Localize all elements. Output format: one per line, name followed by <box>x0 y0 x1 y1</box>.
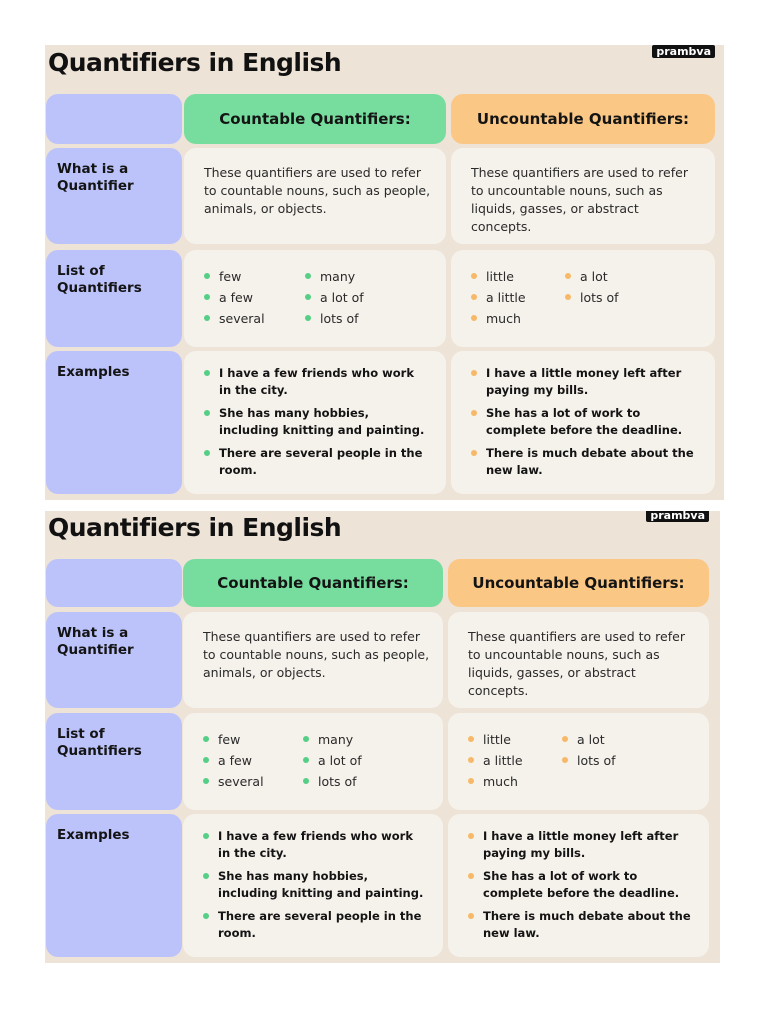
quantifiers-card <box>45 511 720 963</box>
list-item: a few <box>203 750 264 771</box>
corner-cell <box>46 559 182 607</box>
countable-list-cell <box>183 713 443 810</box>
example-item: She has a lot of work to complete before the deadline. <box>468 868 691 902</box>
list-item: a few <box>204 287 265 308</box>
row-header-what <box>46 148 182 244</box>
list-item: little <box>468 729 523 750</box>
list-item: lots of <box>562 750 616 771</box>
uncountable-examples-cell <box>448 814 709 957</box>
countable-description-cell <box>183 612 443 708</box>
countable-description-cell <box>184 148 446 244</box>
uncountable-list-cell <box>451 250 715 347</box>
row-header-list <box>46 713 182 810</box>
row-label-list: List of Quantifiers <box>57 263 142 296</box>
uncountable-description-cell <box>448 612 709 708</box>
list-item: several <box>203 771 264 792</box>
brand-logo: prambva <box>646 511 709 522</box>
brand-logo: prambva <box>652 45 715 58</box>
countable-examples <box>204 365 428 485</box>
uncountable-header-label: Uncountable Quantifiers: <box>476 110 690 128</box>
countable-description: These quantifiers are used to refer to countable nouns, such as people, animals, or objects. <box>204 165 431 216</box>
countable-examples-cell <box>183 814 443 957</box>
list-item: a lot <box>565 266 619 287</box>
list-item: a lot of <box>305 287 364 308</box>
countable-examples <box>203 828 425 948</box>
corner-cell <box>46 94 182 144</box>
uncountable-description-cell <box>451 148 715 244</box>
card-title: Quantifiers in English <box>48 513 342 542</box>
countable-list-cell <box>184 250 446 347</box>
uncountable-header-label: Uncountable Quantifiers: <box>472 574 685 592</box>
uncountable-list-col2 <box>562 729 616 771</box>
row-label-examples: Examples <box>57 827 130 843</box>
list-item: many <box>303 729 362 750</box>
countable-list-col1 <box>204 266 265 329</box>
uncountable-header <box>451 94 715 144</box>
row-label-what: What is a Quantifier <box>57 161 134 194</box>
countable-examples-cell <box>184 351 446 494</box>
list-item: a lot of <box>303 750 362 771</box>
example-item: There are several people in the room. <box>203 908 425 942</box>
countable-list-col1 <box>203 729 264 792</box>
row-header-what <box>46 612 182 708</box>
uncountable-examples <box>468 828 691 948</box>
countable-header-label: Countable Quantifiers: <box>217 574 409 592</box>
countable-header-label: Countable Quantifiers: <box>219 110 411 128</box>
example-item: She has many hobbies, including knitting and painting. <box>203 868 425 902</box>
uncountable-description: These quantifiers are used to refer to uncountable nouns, such as liquids, gasses, or abstract concepts. <box>471 165 688 234</box>
uncountable-list-col2 <box>565 266 619 308</box>
example-item: I have a few friends who work in the city. <box>204 365 428 399</box>
row-label-what: What is a Quantifier <box>57 625 134 658</box>
countable-header <box>184 94 446 144</box>
list-item: lots of <box>305 308 364 329</box>
countable-description: These quantifiers are used to refer to countable nouns, such as people, animals, or objects. <box>203 629 430 680</box>
uncountable-examples-cell <box>451 351 715 494</box>
list-item: a little <box>471 287 526 308</box>
list-item: much <box>468 771 523 792</box>
list-item: a little <box>468 750 523 771</box>
uncountable-header <box>448 559 709 607</box>
uncountable-description: These quantifiers are used to refer to uncountable nouns, such as liquids, gasses, or abstract concepts. <box>468 629 685 698</box>
uncountable-list-col1 <box>468 729 523 792</box>
example-item: I have a little money left after paying my bills. <box>471 365 697 399</box>
list-item: few <box>203 729 264 750</box>
list-item: much <box>471 308 526 329</box>
card-title: Quantifiers in English <box>48 48 342 77</box>
uncountable-list-col1 <box>471 266 526 329</box>
example-item: There is much debate about the new law. <box>468 908 691 942</box>
example-item: I have a little money left after paying my bills. <box>468 828 691 862</box>
row-header-examples <box>46 351 182 494</box>
countable-list-col2 <box>303 729 362 792</box>
uncountable-examples <box>471 365 697 485</box>
list-item: few <box>204 266 265 287</box>
row-header-examples <box>46 814 182 957</box>
list-item: lots of <box>303 771 362 792</box>
example-item: There are several people in the room. <box>204 445 428 479</box>
example-item: She has a lot of work to complete before the deadline. <box>471 405 697 439</box>
list-item: lots of <box>565 287 619 308</box>
countable-header <box>183 559 443 607</box>
example-item: She has many hobbies, including knitting and painting. <box>204 405 428 439</box>
countable-list-col2 <box>305 266 364 329</box>
list-item: several <box>204 308 265 329</box>
example-item: There is much debate about the new law. <box>471 445 697 479</box>
list-item: a lot <box>562 729 616 750</box>
uncountable-list-cell <box>448 713 709 810</box>
list-item: many <box>305 266 364 287</box>
list-item: little <box>471 266 526 287</box>
example-item: I have a few friends who work in the city. <box>203 828 425 862</box>
row-label-examples: Examples <box>57 364 130 380</box>
row-header-list <box>46 250 182 347</box>
row-label-list: List of Quantifiers <box>57 726 142 759</box>
quantifiers-card <box>45 45 724 500</box>
